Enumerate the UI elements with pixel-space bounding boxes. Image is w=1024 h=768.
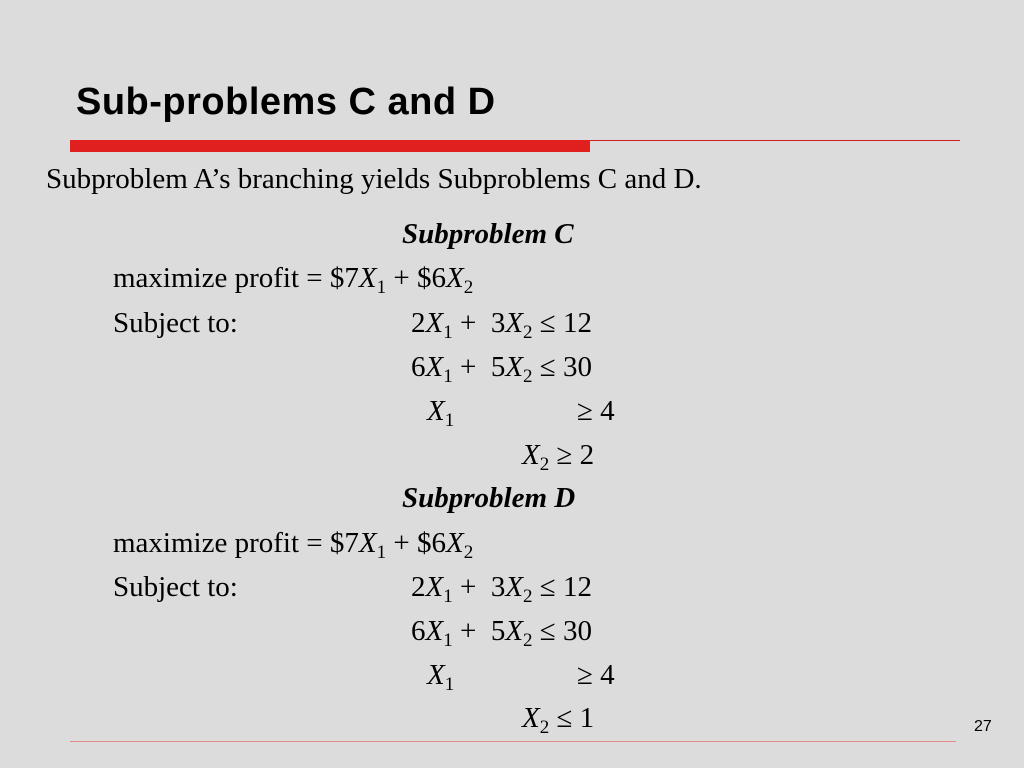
subproblem-c-subject-to: Subject to: [113, 307, 238, 339]
subproblem-c-constraint-3-var: $X_1$ [427, 395, 455, 431]
intro-text: Subproblem A’s branching yields Subproblems C and D. [46, 163, 702, 195]
subproblem-d-constraint-3-rhs: ≥ 4 [577, 659, 615, 691]
subproblem-c-constraint-3-rhs: ≥ 4 [577, 395, 615, 427]
subproblem-d-objective: maximize profit = $\$7X_1$ + $\$6X_2$ [113, 527, 474, 563]
subproblem-d-constraint-1: $2X_1 + 3X_2 \le 12$ [411, 571, 592, 607]
subproblem-d-heading: Subproblem D [402, 482, 576, 514]
subproblem-c-constraint-2: $6X_1 + 5X_2 \le 30$ [411, 351, 592, 387]
page-number: 27 [974, 718, 992, 735]
subproblem-c-heading: Subproblem C [402, 218, 574, 250]
subproblem-c-constraint-1: $2X_1 + 3X_2 \le 12$ [411, 307, 592, 343]
subproblem-d-constraint-2: $6X_1 + 5X_2 \le 30$ [411, 615, 592, 651]
footer-divider [70, 741, 956, 742]
title-accent-bar [70, 140, 590, 152]
subproblem-c-constraint-4: $X_2 \ge 2$ [522, 439, 595, 475]
slide-title: Sub-problems C and D [76, 81, 496, 123]
subproblem-d-subject-to: Subject to: [113, 571, 238, 603]
subproblem-d-constraint-4: $X_2 \le 1$ [522, 702, 595, 738]
subproblem-c-objective: maximize profit = $\$7X_1$ + $\$6X_2$ [113, 262, 474, 298]
subproblem-d-constraint-3-var: $X_1$ [427, 659, 455, 695]
